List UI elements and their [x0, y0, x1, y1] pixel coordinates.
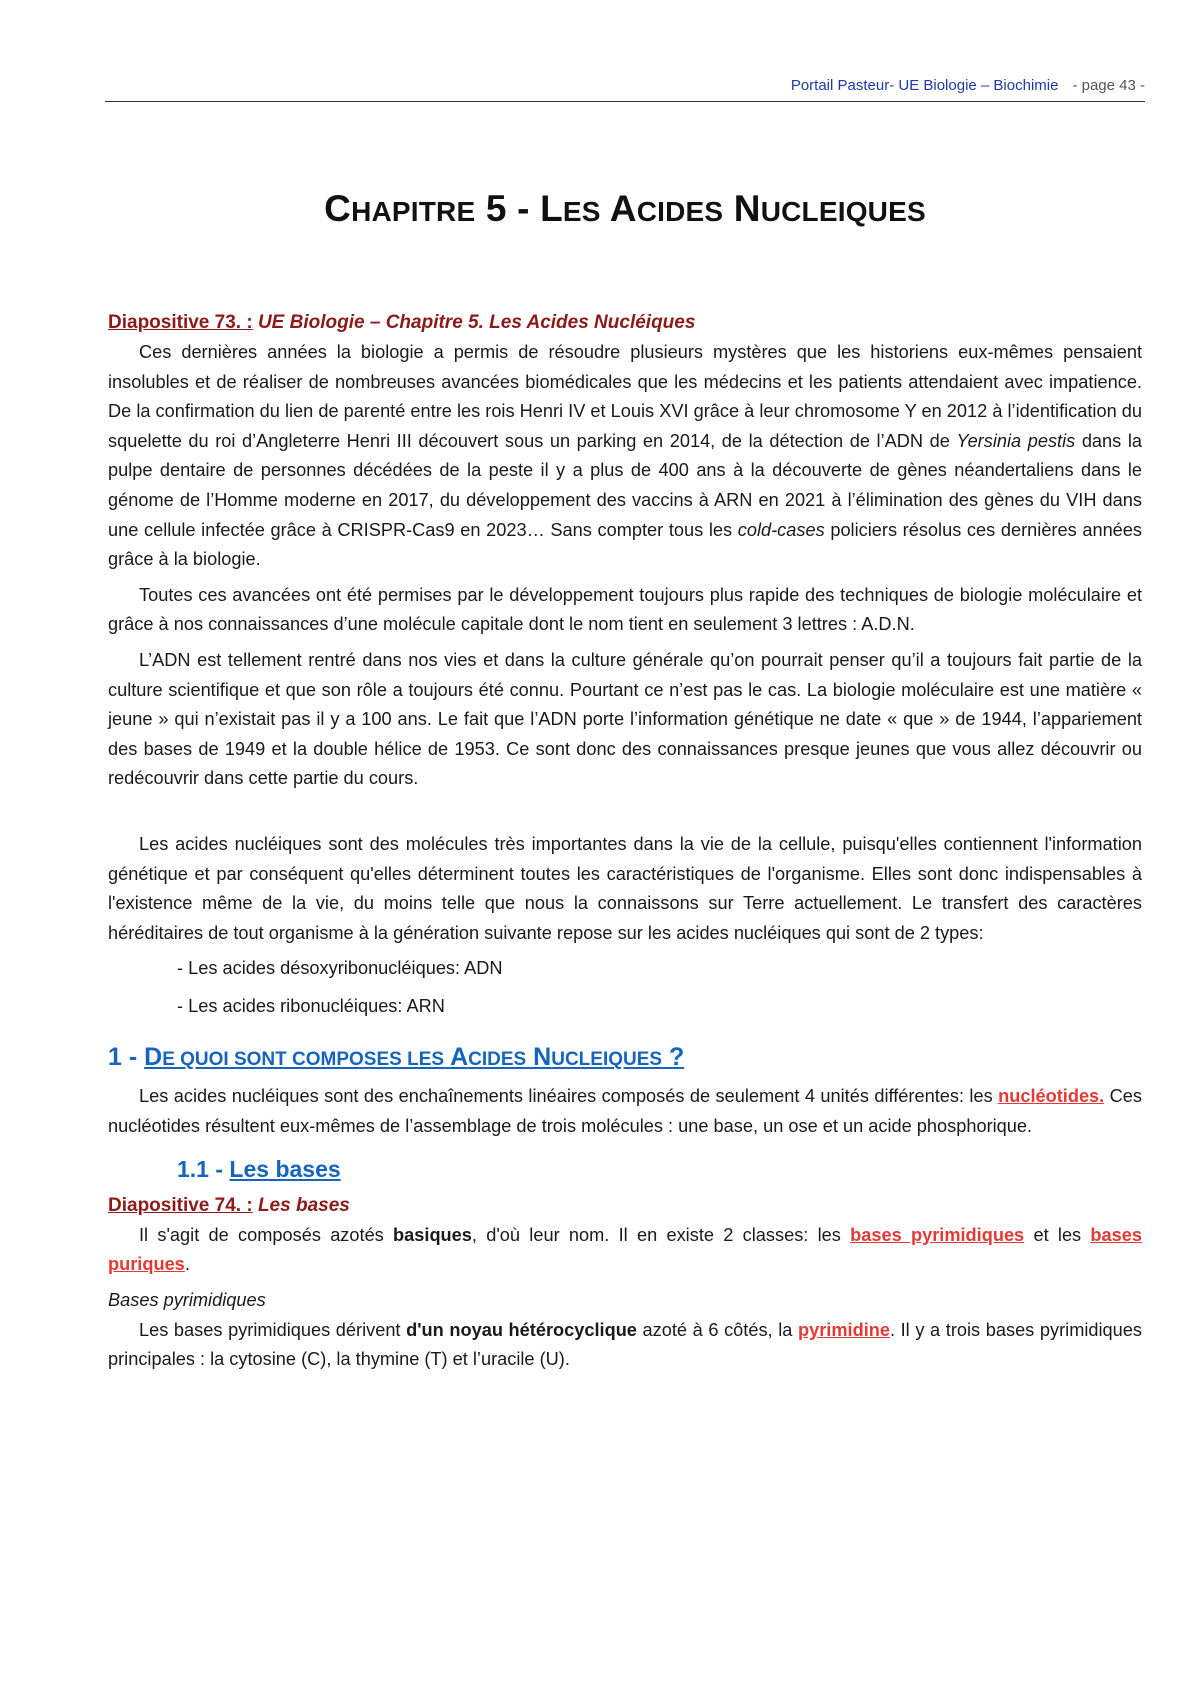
slide-title: UE Biologie – Chapitre 5. Les Acides Nucléiques [257, 312, 696, 333]
header-text: Portail Pasteur- UE Biologie – Biochimie [790, 77, 1059, 94]
slide-title: Les bases [257, 1194, 350, 1216]
paragraph-nucleotides [108, 1082, 1142, 1141]
text-run: Il s'agit de composés azotés [139, 1224, 394, 1245]
page-number: - page 43 - [1072, 77, 1145, 94]
header-rule [105, 101, 1145, 102]
title-part: UCLEIQUES [551, 1049, 663, 1071]
text-run: , d'où leur nom. Il en existe 2 classes: les [471, 1224, 851, 1245]
title-part: C [324, 188, 352, 229]
title-part: L [540, 188, 563, 229]
text-run: azoté à 6 côtés, la [636, 1319, 798, 1340]
paragraph-bases [108, 1221, 1142, 1280]
main-content [108, 312, 1142, 1381]
slide-heading-74 [108, 1195, 1142, 1217]
title-part: N [526, 1043, 552, 1072]
list-item-arn: - Les acides ribonucléiques: ARN [177, 995, 445, 1016]
bold-term: basiques [393, 1224, 472, 1245]
key-term: bases puriques [108, 1224, 1142, 1275]
list-item-adn: - Les acides désoxyribonucléiques: ADN [177, 958, 503, 979]
subheading-pyrimidines: Bases pyrimidiques [108, 1289, 266, 1310]
species-name: Yersinia pestis [956, 430, 1076, 451]
title-part: E QUOI SONT COMPOSES LES [162, 1049, 445, 1071]
slide-label: Diapositive 74. : [108, 1194, 253, 1216]
chapter-title [105, 188, 1145, 230]
title-part: UCLEIQUES [760, 196, 926, 227]
paragraph-intro [108, 338, 1142, 575]
text-run: Ces dernières années la biologie a permis de résoudre plusieurs mystères que les historiens eux-mêmes pensaient insolubles et de réaliser de nombreuses avancées biomédicales que les médecins et les patients attendaient avec impatience. De la confirmation du lien de parenté entre les rois Henri IV et Louis XVI grâce à leur chromosome Y en 2012 à l’identification du squelette du roi d’Angleterre Henri III découvert sous un parking en 2014, de la détection de l’ADN de [108, 342, 1142, 451]
title-part: N [723, 188, 761, 229]
section-heading-1 [108, 1043, 1142, 1072]
title-part: A [600, 188, 637, 229]
section-number: 1.1 - [177, 1155, 230, 1182]
title-part: ? [662, 1043, 685, 1072]
paragraph-nucleic-acids: Les acides nucléiques sont des molécules très importantes dans la vie de la cellule, puisqu'elles contiennent l'information génétique et par conséquent qu'elles déterminent toutes les caractéristiques de l'organisme. Elles sont donc indispensables à l'existence même de la vie, du moins telle que nous la connaissons sur Terre actuellement. Le transfert des caractères héréditaires de tout organisme à la génération suivante repose sur les acides nucléiques qui sont de 2 types: [108, 833, 1142, 943]
slide-label: Diapositive 73. : [108, 312, 253, 333]
section-number: 1 - [108, 1043, 145, 1072]
title-part: HAPITRE [351, 196, 476, 227]
section-title: Les bases [229, 1155, 341, 1182]
title-part: CIDES [636, 196, 724, 227]
bold-term: d'un noyau hétérocyclique [406, 1319, 637, 1340]
section-heading-1-1 [177, 1156, 1142, 1183]
text-run: Les bases pyrimidiques dérivent [139, 1319, 407, 1340]
key-term: nucléotides. [998, 1086, 1105, 1107]
paragraph-pyrimidines [108, 1316, 1142, 1375]
text-run: policiers résolus ces dernières années grâce à la biologie. [108, 519, 1143, 570]
section-title [144, 1043, 684, 1071]
paragraph-history: L’ADN est tellement rentré dans nos vies et dans la culture générale qu’on pourrait penser qu’il a toujours fait partie de la culture scientifique et que son rôle a toujours été connu. Pourtant ce n’est pas le cas. La biologie moléculaire est une matière « jeune » qui n’existait pas il y a 100 ans. Le fait que l’ADN porte l’information génétique ne date « que » de 1944, l’appariement des bases de 1949 et la double hélice de 1953. Ce sont donc des connaissances presque jeunes que vous allez découvrir ou redécouvrir dans cette partie du cours. [108, 649, 1142, 789]
key-term: pyrimidine [798, 1319, 890, 1340]
text-run: Ces nucléotides résultent eux-mêmes de l’assemblage de trois molécules : une base, un ose et un acide phosphorique. [108, 1086, 1142, 1137]
text-run: . [184, 1254, 190, 1275]
title-part: A [444, 1043, 469, 1072]
text-run: Les acides nucléiques sont des enchaînements linéaires composés de seulement 4 unités différentes: les [139, 1086, 999, 1107]
text-run: . Il y a trois bases pyrimidiques principales : la cytosine (C), la thymine (T) et l’uracile (U). [108, 1319, 1142, 1370]
title-part: 5 - [475, 188, 541, 229]
page-header [105, 77, 1145, 94]
key-term: bases pyrimidiques [850, 1224, 1025, 1245]
italic-term: cold-cases [737, 519, 825, 540]
text-run: et les [1024, 1224, 1091, 1245]
title-part: CIDES [468, 1049, 527, 1071]
title-part: D [144, 1043, 163, 1072]
text-run: dans la pulpe dentaire de personnes décédées de la peste il y a plus de 400 ans à la découverte de gènes néandertaliens dans le génome de l’Homme moderne en 2017, du développement des vaccins à ARN en 2021 à l’élimination des gènes du VIH dans une cellule infectée grâce à CRISPR-Cas9 en 2023… Sans compter tous les [108, 430, 1142, 540]
paragraph-advances: Toutes ces avancées ont été permises par le développement toujours plus rapide des techniques de biologie moléculaire et grâce à nos connaissances d’une molécule capitale dont le nom tient en seulement 3 lettres : A.D.N. [108, 584, 1142, 635]
slide-heading-73 [108, 312, 1142, 334]
title-part: ES [562, 196, 601, 227]
